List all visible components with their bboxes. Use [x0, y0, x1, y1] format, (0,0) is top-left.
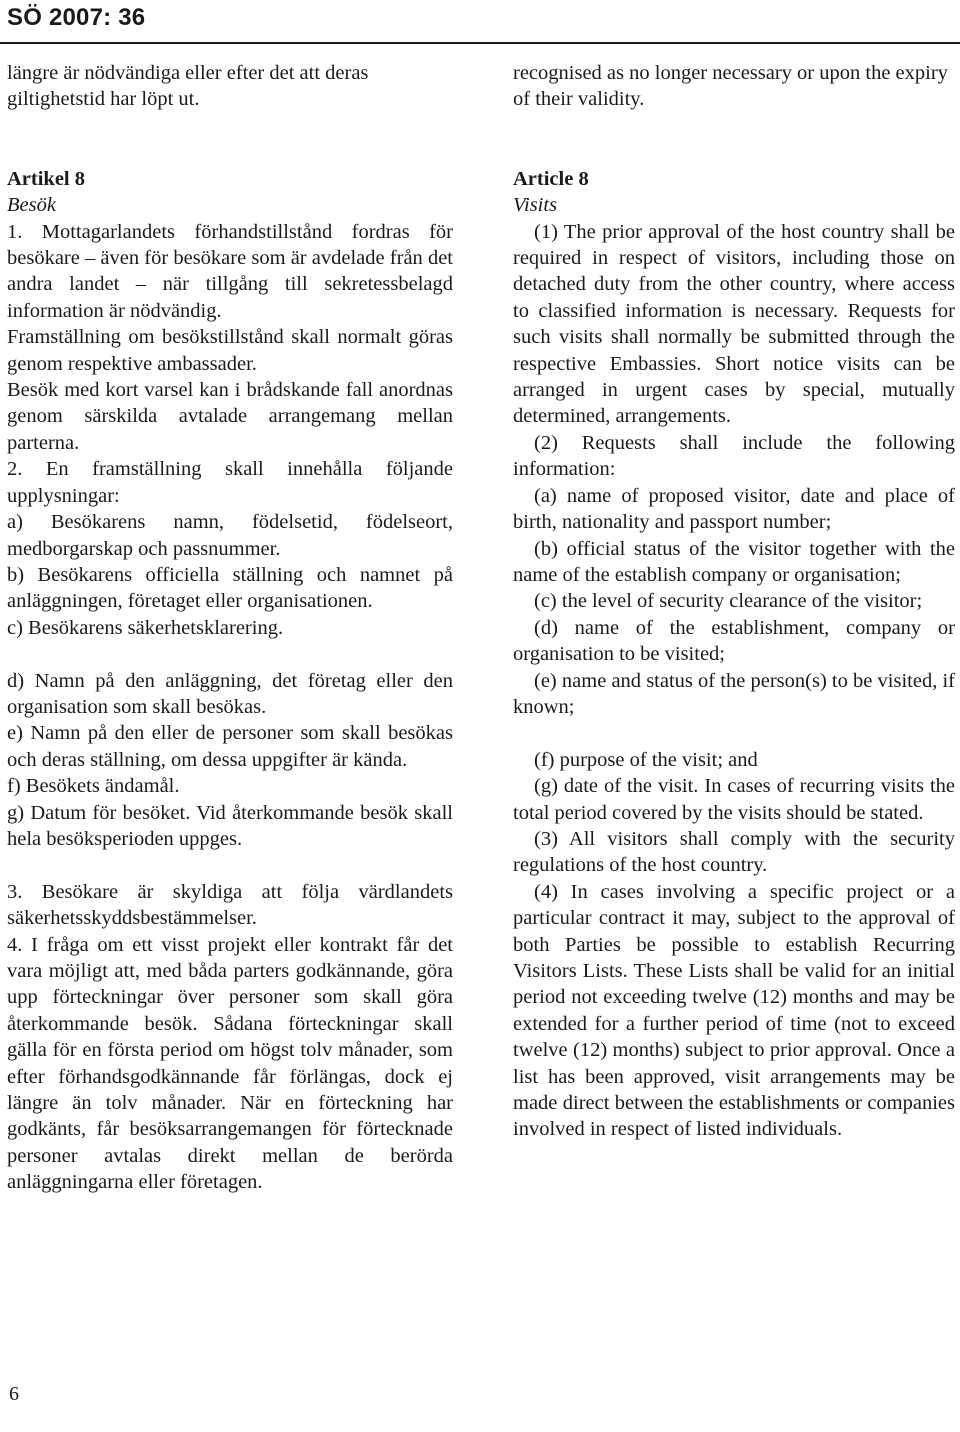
- sv-item-d: d) Namn på den anläggning, det företag eller den organisation som skall besökas.: [7, 669, 453, 718]
- sv-item-b: b) Besökarens officiella ställning och namnet på anläggningen, företaget eller organisationen.: [7, 563, 453, 613]
- en-item-d: (d) name of the establishment, company or organisation to be visited;: [513, 616, 955, 666]
- english-column: [513, 60, 955, 1143]
- en-item-f: (f) purpose of the visit; and: [534, 748, 758, 771]
- sv-paragraph-3: 3. Besökare är skyldiga att följa värdlandets säkerhetsskyddsbestämmelser.: [7, 880, 453, 930]
- en-paragraph-4: (4) In cases involving a specific project or a particular contract it may, subject to the approval of both Parties be possible to establish Recurring Visitors Lists. These Lists shall be valid for an initial period not exceeding twelve (12) months and may be extended for a further period of time (not to exceed twelve (12) months) subject to prior approval. Once a list has been approved, visit arrangements may be made direct between the establishments or companies involved in respect of listed individuals.: [513, 880, 955, 1141]
- sv-item-g: g) Datum för besöket. Vid återkommande besök skall hela besöksperioden uppges.: [7, 801, 453, 850]
- sv-article-heading: Artikel 8: [7, 167, 85, 190]
- en-article-heading: Article 8: [513, 167, 589, 190]
- sv-paragraph-2: 2. En framställning skall innehålla följande upplysningar:: [7, 458, 453, 507]
- en-item-e: (e) name and status of the person(s) to be visited, if known;: [513, 669, 955, 718]
- sv-paragraph-1c: Besök med kort varsel kan i brådskande fall anordnas genom särskilda avtalade arrangemang mellan parterna.: [7, 379, 453, 454]
- swedish-column: [7, 60, 453, 1196]
- en-paragraph-3: (3) All visitors shall comply with the security regulations of the host country.: [513, 827, 955, 877]
- sv-item-c: c) Besökarens säkerhetsklarering.: [7, 616, 284, 639]
- page-number: 6: [9, 1383, 19, 1405]
- en-intro: recognised as no longer necessary or upon the expiry of their validity.: [513, 62, 948, 111]
- en-paragraph-2: (2) Requests shall include the following information:: [513, 431, 955, 481]
- en-item-c: (c) the level of security clearance of the visitor;: [534, 590, 923, 613]
- en-paragraph-1: (1) The prior approval of the host country shall be required in respect of visitors, including those on detached duty from the other country, where access to classified information is necessary. Requests for such visits shall normally be submitted through the respective Embassies. Short notice visits can be arranged in urgent cases by special, mutually determined, arrangements.: [513, 220, 955, 428]
- page-header: [0, 0, 960, 44]
- document-reference: SÖ 2007: 36: [7, 4, 146, 31]
- sv-item-a: a) Besökarens namn, födelsetid, födelseort, medborgarskap och passnummer.: [7, 511, 453, 560]
- sv-paragraph-1b: Framställning om besökstillstånd skall normalt göras genom respektive ambassader.: [7, 326, 453, 375]
- en-item-g: (g) date of the visit. In cases of recurring visits the total period covered by the visits should be stated.: [513, 775, 955, 824]
- sv-item-f: f) Besökets ändamål.: [7, 775, 180, 798]
- sv-article-subheading: Besök: [7, 194, 56, 217]
- sv-paragraph-4: 4. I fråga om ett visst projekt eller kontrakt får det vara möjligt att, med båda parters godkännande, göra upp förteckningar över personer som skall göra återkommande besök. Sådana förteckningar skall gälla för en första period om högst tolv månader, som efter förhandsgodkännande får förlängas, dock ej längre än tolv månader. När en förteckning har godkänts, får besöksarrangemangen för förtecknade personer avtalas direkt mellan de berörda anläggningarna eller företagen.: [7, 933, 453, 1194]
- en-item-a: (a) name of proposed visitor, date and place of birth, nationality and passport number;: [513, 484, 955, 534]
- en-article-subheading: Visits: [513, 194, 558, 217]
- sv-intro: längre är nödvändiga eller efter det att deras giltighetstid har löpt ut.: [7, 62, 369, 111]
- sv-paragraph-1: 1. Mottagarlandets förhandstillstånd fordras för besökare – även för besökare som är avdelade från det andra landet – när tillgång till sekretessbelagd information är nödvändig.: [7, 220, 453, 322]
- en-item-b: (b) official status of the visitor together with the name of the establish company or organisation;: [513, 537, 955, 586]
- sv-item-e: e) Namn på den eller de personer som skall besökas och deras ställning, om dessa uppgifter är kända.: [7, 722, 453, 771]
